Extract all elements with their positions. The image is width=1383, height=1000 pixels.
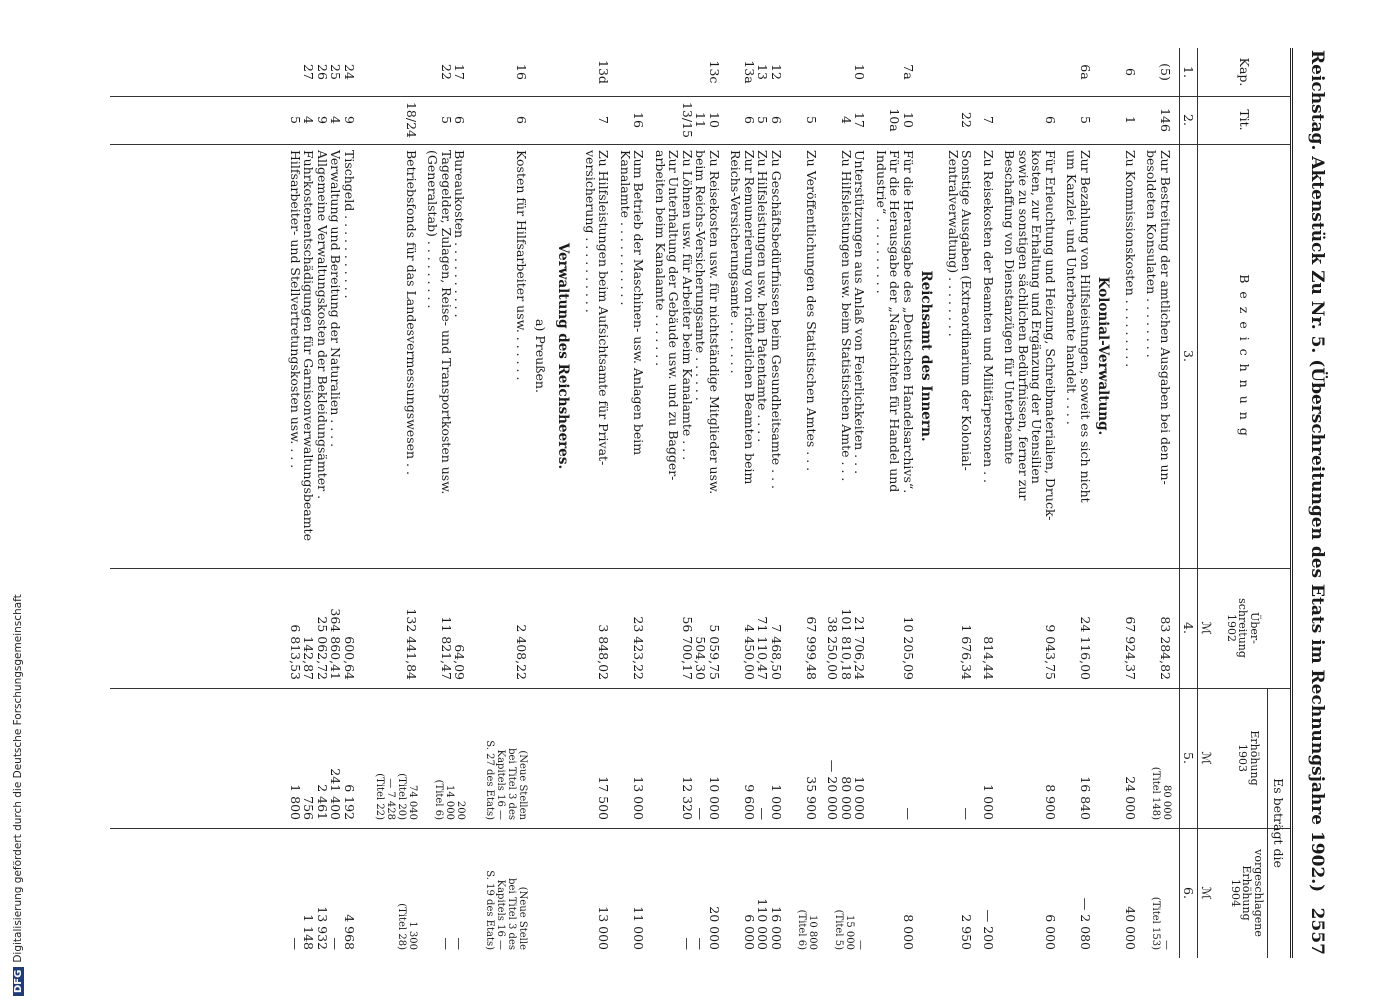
overrun-table <box>110 48 1293 958</box>
cell-c4: 67 924,37 <box>1123 616 1138 680</box>
cell-c6: 2 950 <box>959 914 975 950</box>
cell-c6: 8 000 <box>901 914 916 950</box>
cell-tit: 9 4 9 4 5 <box>288 116 357 124</box>
cell-c4: 5 059,75 504,30 56 700,17 <box>680 616 722 680</box>
cell-kap: 7a <box>901 64 916 80</box>
running-head-title: Reichstag. Aktenstück Zu Nr. 5. (Überschreitungen des Etats im Rechnungsjahre 1902.) <box>1307 50 1327 893</box>
cell-c6: (Neue Stelle bei Titel 3 des Kapitels 16 — S. 19 des Etats) <box>484 870 529 950</box>
digitization-note <box>12 594 24 996</box>
cell-tit: 1 <box>1123 116 1138 124</box>
cell-c6: — 200 <box>981 909 996 950</box>
cell-text: Zu Veröffentlichungen des Statistischen Amtes . . . <box>804 150 819 472</box>
cell-tit: 6 <box>1043 116 1058 124</box>
cell-c4: 67 999,48 <box>804 616 819 680</box>
cell-c6: 6 000 <box>1043 914 1058 950</box>
cell-c4: 814,44 <box>981 636 996 680</box>
currency-col4: ℳ <box>1199 621 1214 635</box>
cell-c4: 9 043,75 <box>1043 624 1058 680</box>
cell-c5: 200 14 000 (Titel 6) <box>433 779 467 820</box>
cell-c6: 16 000 110 000 6 000 <box>742 898 784 950</box>
cell-c4: 600,64 364 860,41 25 062,72 142,87 6 813,53 <box>288 608 357 680</box>
cell-text: Unterstützungen aus Anlaß von Feierlichkeiten . . . Zu Hilfsleistungen usw. beim Statistischen Amte . . . <box>839 150 868 482</box>
cell-kap: 17 22 <box>439 64 468 80</box>
cell-text: Kosten für Hilfsarbeiter usw. . . . . . . <box>514 150 530 381</box>
cell-tit: 5 <box>804 116 819 124</box>
cell-tit: 6 5 <box>439 116 468 124</box>
cell-text: Zum Betrieb der Maschinen- usw. Anlagen beim Kanalamte . . . . . . . . . . . <box>618 150 647 456</box>
colnum-3: 3. <box>1181 350 1196 362</box>
cell-kap: 12 13 13a <box>742 60 784 84</box>
colnum-2: 2. <box>1181 114 1196 126</box>
cell-c4: 23 423,22 <box>631 616 647 680</box>
cell-text: Betriebsfonds für das Landesvermessungswesen . . <box>404 150 419 475</box>
cell-c6: 1 300 (Titel 28) <box>396 903 418 950</box>
cell-tit: 10 10a <box>887 108 916 132</box>
currency-col5: ℳ <box>1199 751 1214 765</box>
cell-c6: — (Titel 153) <box>1150 896 1172 950</box>
cell-c5: — <box>901 807 916 820</box>
section-heading: Reichsamt des Innern. <box>918 270 935 442</box>
currency-col6: ℳ <box>1199 886 1214 900</box>
rotated-document-page <box>85 40 1335 960</box>
cell-kap: 13d <box>596 60 612 84</box>
cell-text: Zu Geschäftsbedürfnissen beim Gesundheitsamte . . . Zu Hilfsleistungen usw. beim Patentamte . . . . Zur Remunerierung von richterlichen Beamten beim Reichs-Versicherungsamte . . . . . . . <box>728 150 784 490</box>
cell-c4: 132 441,84 <box>404 608 419 680</box>
cell-c5: 1 000 <box>981 784 996 820</box>
cell-text: Zu Reisekosten usw. für nichtständige Mitglieder usw. beim Reichs-Versicherungsamte . . . . . . Zu Löhnen usw. für Arbeiter beim Kanalamte . . . Zur Unterhaltung der Gebäude usw. und zu Bagger- arbeiten beim Kanalamte . . . . . . . <box>653 150 722 495</box>
cell-c4: 3 848,02 <box>596 624 612 680</box>
cell-text: Für Erleuchtung und Heizung, Schreibmaterialien, Druck- kosten, zur Erhaltung und Ergänzung der Utensilien sowie zu sonstigen sächlichen Bedürfnissen, ferner zur Beschaffung von Dienstanzügen für Unterbeamte <box>1002 150 1058 521</box>
section-heading: Verwaltung des Reichsheeres. <box>555 242 572 470</box>
header-bezeichnung: B e z e i c h n u n g <box>1237 274 1252 438</box>
header-col4: Über- schreitung 1902 <box>1224 598 1261 658</box>
cell-c5: 35 900 <box>804 776 819 820</box>
cell-text: Sonstige Ausgaben (Extraordinarium der Kolonial- Zentralverwaltung) . . . . . . . . <box>946 150 975 471</box>
header-rule <box>1267 688 1268 958</box>
cell-text: Zur Bestreitung der amtlichen Ausgaben bei den un- besoldeten Konsulaten . . . . . . . . <box>1144 150 1173 485</box>
cell-c4: 10 205,09 <box>901 616 916 680</box>
cell-c6: 20 000 — — <box>680 906 722 950</box>
cell-c5: 13 000 <box>631 776 647 820</box>
cell-c6: 11 000 <box>631 906 647 950</box>
cell-c5: 74 040 (Titel 20) — 7 428 (Titel 22) <box>374 773 418 820</box>
dfg-logo: DFG <box>13 967 24 996</box>
cell-c4: 1 676,34 <box>959 624 975 680</box>
cell-text: Zur Bezahlung von Hilfsleistungen, soweit es sich nicht um Kanzlei- und Unterbeamte handelt . . . . <box>1064 150 1093 503</box>
cell-c5: 1 000 — 9 600 <box>742 784 784 820</box>
cell-c5: 80 000 (Titel 148) <box>1150 766 1172 820</box>
column-divider <box>110 144 1290 145</box>
header-group: Es beträgt die <box>1271 778 1286 868</box>
colnum-4: 4. <box>1181 622 1196 634</box>
cell-c4: 24 116,00 <box>1078 616 1093 680</box>
cell-kap: (5) <box>1158 63 1173 81</box>
cell-tit: 7 <box>981 116 996 124</box>
cell-kap: 6a <box>1078 64 1093 80</box>
cell-c5: 17 500 <box>596 776 612 820</box>
cell-c4: 7 468,50 71 110,47 4 450,00 <box>742 616 784 680</box>
cell-c5: 24 000 <box>1123 776 1138 820</box>
cell-c5: (Neue Stellen bei Titel 3 des Kapitels 16 — S. 27 des Etats) <box>484 740 529 820</box>
cell-text: Bureaukosten . . . . . . . . . . Tagegelder, Zulagen, Reise- und Transportkosten usw. (Generalstab) . . . . . . . . . <box>425 150 468 495</box>
cell-c5: — <box>959 807 975 820</box>
header-col6: vorgeschlagene Erhöhung 1904 <box>1228 849 1265 937</box>
cell-tit: 22 <box>959 112 975 128</box>
subsection-heading: a) Preußen. <box>533 319 548 393</box>
cell-text: Für die Herausgabe des „Deutschen Handelsarchivs“. Für die Herausgabe der „Nachrichten für Handel und Industrie“ . . . . . . . . . . <box>874 150 916 494</box>
cell-c6: 13 000 <box>596 906 612 950</box>
cell-c6: 10 800 (Titel 6) <box>796 909 818 950</box>
cell-c4: 64,09 11 821,47 <box>439 616 468 680</box>
cell-c4: 2 408,22 <box>514 624 530 680</box>
header-kap: Kap. <box>1237 57 1252 87</box>
cell-tit: 7 <box>596 116 612 124</box>
cell-c5: 8 900 <box>1043 784 1058 820</box>
cell-c4: 21 706,24 101 810,18 38 250,00 <box>825 608 868 680</box>
page-number: 2557 <box>1307 907 1327 955</box>
cell-kap: 13c <box>707 60 722 84</box>
cell-c5: 16 840 <box>1078 776 1093 820</box>
cell-text: Tischgeld . . . . . . . . . . . Verwaltung und Bereitung der Naturalien . . . . Allgemeine Verwaltungskosten der Bekleidungsämter . Fuhrkostenentschädigungen für Garnisonverwaltungsbeamte Hilfsarbeiter- und Stellvertretungskosten usw. . . . <box>288 150 357 541</box>
cell-tit: 5 <box>1078 116 1093 124</box>
header-tit: Tit. <box>1237 109 1252 131</box>
cell-c6: 4 968 — 13 932 1 148 — <box>288 906 357 950</box>
cell-tit: 146 <box>1158 108 1173 132</box>
section-heading: Kolonial-Verwaltung. <box>1095 276 1112 436</box>
cell-c5: 6 192 241 400 2 461 756 1 800 <box>288 768 357 820</box>
cell-tit: 16 <box>631 112 647 128</box>
cell-c6: — — <box>439 937 468 950</box>
cell-tit: 10 11 13/15 <box>680 101 722 139</box>
cell-text: Zu Hilfsleistungen beim Aufsichtsamte für Privat- versicherung . . . . . . . . . . <box>583 150 612 466</box>
cell-kap: 16 <box>514 64 530 80</box>
cell-c4: 83 284,82 <box>1158 616 1173 680</box>
digitization-note-text: Digitalisierung gefördert durch die Deutsche Forschungsgemeinschaft <box>12 594 24 963</box>
cell-c6: — 2 080 <box>1078 897 1093 950</box>
cell-tit: 6 5 6 <box>742 116 784 124</box>
colnum-1: 1. <box>1181 66 1196 78</box>
cell-tit: 17 4 <box>839 112 868 128</box>
cell-c6: — 15 000 (Titel 5) <box>833 909 867 950</box>
cell-c6: 40 000 <box>1123 906 1138 950</box>
cell-text: Zu Reisekosten der Beamten und Militärpersonen . . <box>981 150 996 483</box>
cell-kap: 6 <box>1123 68 1138 76</box>
colnum-6: 6. <box>1181 887 1196 899</box>
cell-tit: 18/24 <box>404 101 419 139</box>
scan-margin <box>0 0 24 1000</box>
cell-tit: 6 <box>514 116 530 124</box>
cell-c5: 10 000 — 12 320 <box>680 776 722 820</box>
header-col5: Erhöhung 1903 <box>1236 730 1261 786</box>
cell-c5: 10 000 80 000 — 20 000 <box>825 759 868 820</box>
colnum-5: 5. <box>1181 752 1196 764</box>
running-head <box>1301 50 1327 955</box>
cell-text: Zu Kommissionskosten . . . . . . . . . <box>1123 150 1138 368</box>
cell-kap: 10 <box>852 64 868 80</box>
cell-kap: 24 25 26 27 <box>301 64 357 80</box>
